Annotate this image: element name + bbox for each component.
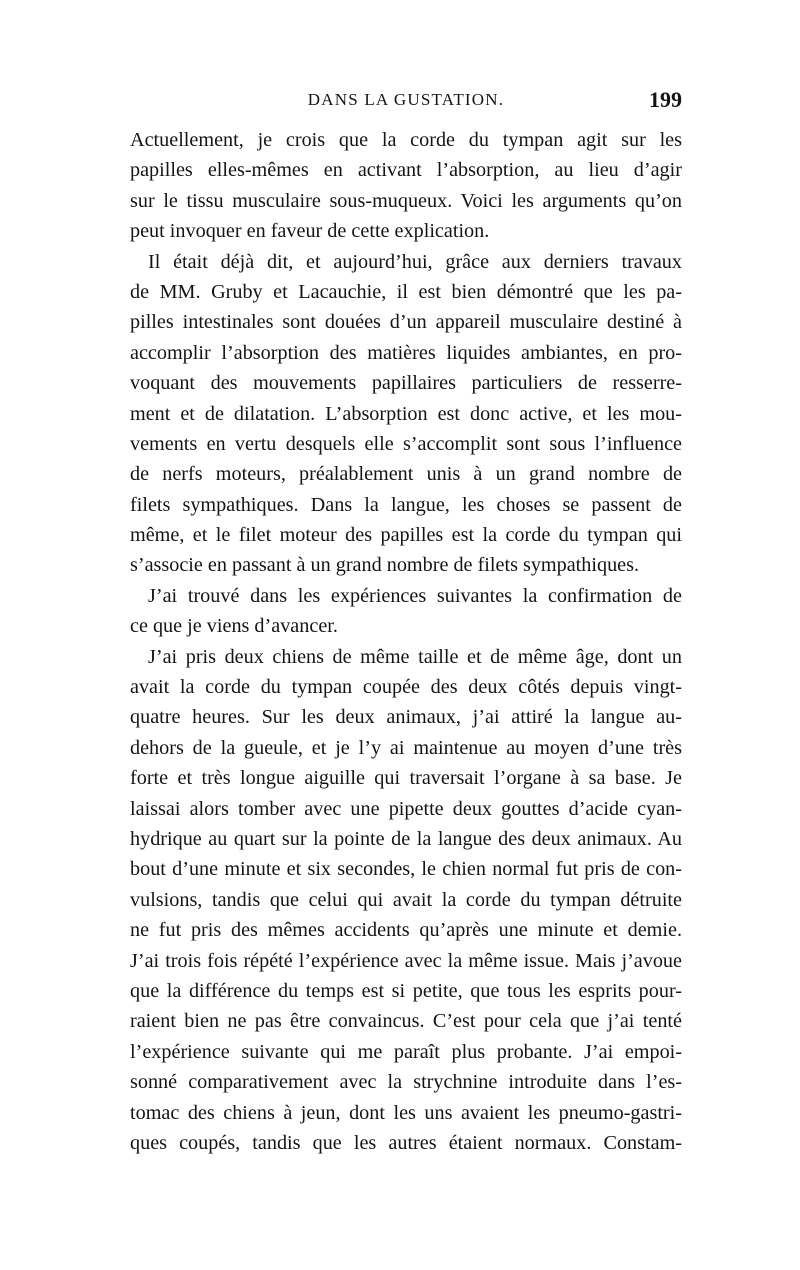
text-line: ne fut pris des mêmes accidents qu’après une minute et demie. — [130, 919, 682, 942]
text-line: vulsions, tandis que celui qui avait la corde du tympan détruite — [130, 888, 682, 911]
text-line: tomac des chiens à jeun, dont les uns avaient les pneumo-gastri- — [130, 1101, 682, 1124]
text-line: de nerfs moteurs, préalablement unis à un grand nombre de — [130, 463, 682, 486]
text-line: filets sympathiques. Dans la langue, les choses se passent de — [130, 493, 682, 516]
text-line: que la différence du temps est si petite, que tous les esprits pour- — [130, 979, 682, 1002]
text-line: raient bien ne pas être convaincus. C’est pour cela que j’ai tenté — [130, 1010, 682, 1033]
running-title: DANS LA GUSTATION. — [307, 90, 505, 109]
text-line: de MM. Gruby et Lacauchie, il est bien démontré que les pa- — [130, 280, 682, 303]
text-line: sonné comparativement avec la strychnine introduite dans l’es- — [130, 1071, 682, 1094]
text-line: dehors de la gueule, et je l’y ai maintenue au moyen d’une très — [130, 736, 682, 759]
text-line: bout d’une minute et six secondes, le chien normal fut pris de con- — [130, 858, 682, 881]
text-line: l’expérience suivante qui me paraît plus probante. J’ai empoi- — [130, 1040, 682, 1063]
text-line: s’associe en passant à un grand nombre de filets sympathiques. — [130, 554, 640, 577]
text-line: Actuellement, je crois que la corde du tympan agit sur les — [130, 129, 682, 151]
text-line: peut invoquer en faveur de cette explication. — [130, 220, 490, 243]
text-line: sur le tissu musculaire sous-muqueux. Voici les arguments qu’on — [130, 189, 682, 212]
text-line: papilles elles-mêmes en activant l’absorption, au lieu d’agir — [130, 159, 682, 182]
page-number: 199 — [649, 87, 682, 112]
text-line: hydrique au quart sur la pointe de la langue des deux animaux. Au — [130, 827, 682, 850]
text-line: ce que je viens d’avancer. — [130, 615, 338, 638]
text-line: pilles intestinales sont douées d’un appareil musculaire destiné à — [130, 311, 682, 334]
text-line: avait la corde du tympan coupée des deux côtés depuis vingt- — [130, 676, 682, 699]
text-line: ment et de dilatation. L’absorption est donc active, et les mou- — [130, 402, 682, 425]
text-line: vements en vertu desquels elle s’accomplit sont sous l’influence — [130, 432, 682, 455]
running-head — [130, 87, 682, 118]
text-line: voquant des mouvements papillaires particuliers de resserre- — [130, 372, 682, 395]
text-line: forte et très longue aiguille qui traversait l’organe à sa base. Je — [130, 767, 682, 790]
text-line: accomplir l’absorption des matières liquides ambiantes, en pro- — [130, 341, 682, 364]
body-text — [130, 125, 682, 1158]
text-line: quatre heures. Sur les deux animaux, j’ai attiré la langue au- — [130, 706, 682, 729]
text-line: même, et le filet moteur des papilles est la corde du tympan qui — [130, 524, 682, 547]
text-line: laissai alors tomber avec une pipette deux gouttes d’acide cyan- — [130, 797, 682, 820]
text-line: Il était déjà dit, et aujourd’hui, grâce aux derniers travaux — [148, 250, 682, 273]
text-line: J’ai pris deux chiens de même taille et de même âge, dont un — [148, 645, 682, 668]
text-line: ques coupés, tandis que les autres étaient normaux. Constam- — [130, 1131, 682, 1154]
text-line: J’ai trois fois répété l’expérience avec la même issue. Mais j’avoue — [130, 949, 682, 972]
text-line: J’ai trouvé dans les expériences suivantes la confirmation de — [148, 584, 682, 607]
